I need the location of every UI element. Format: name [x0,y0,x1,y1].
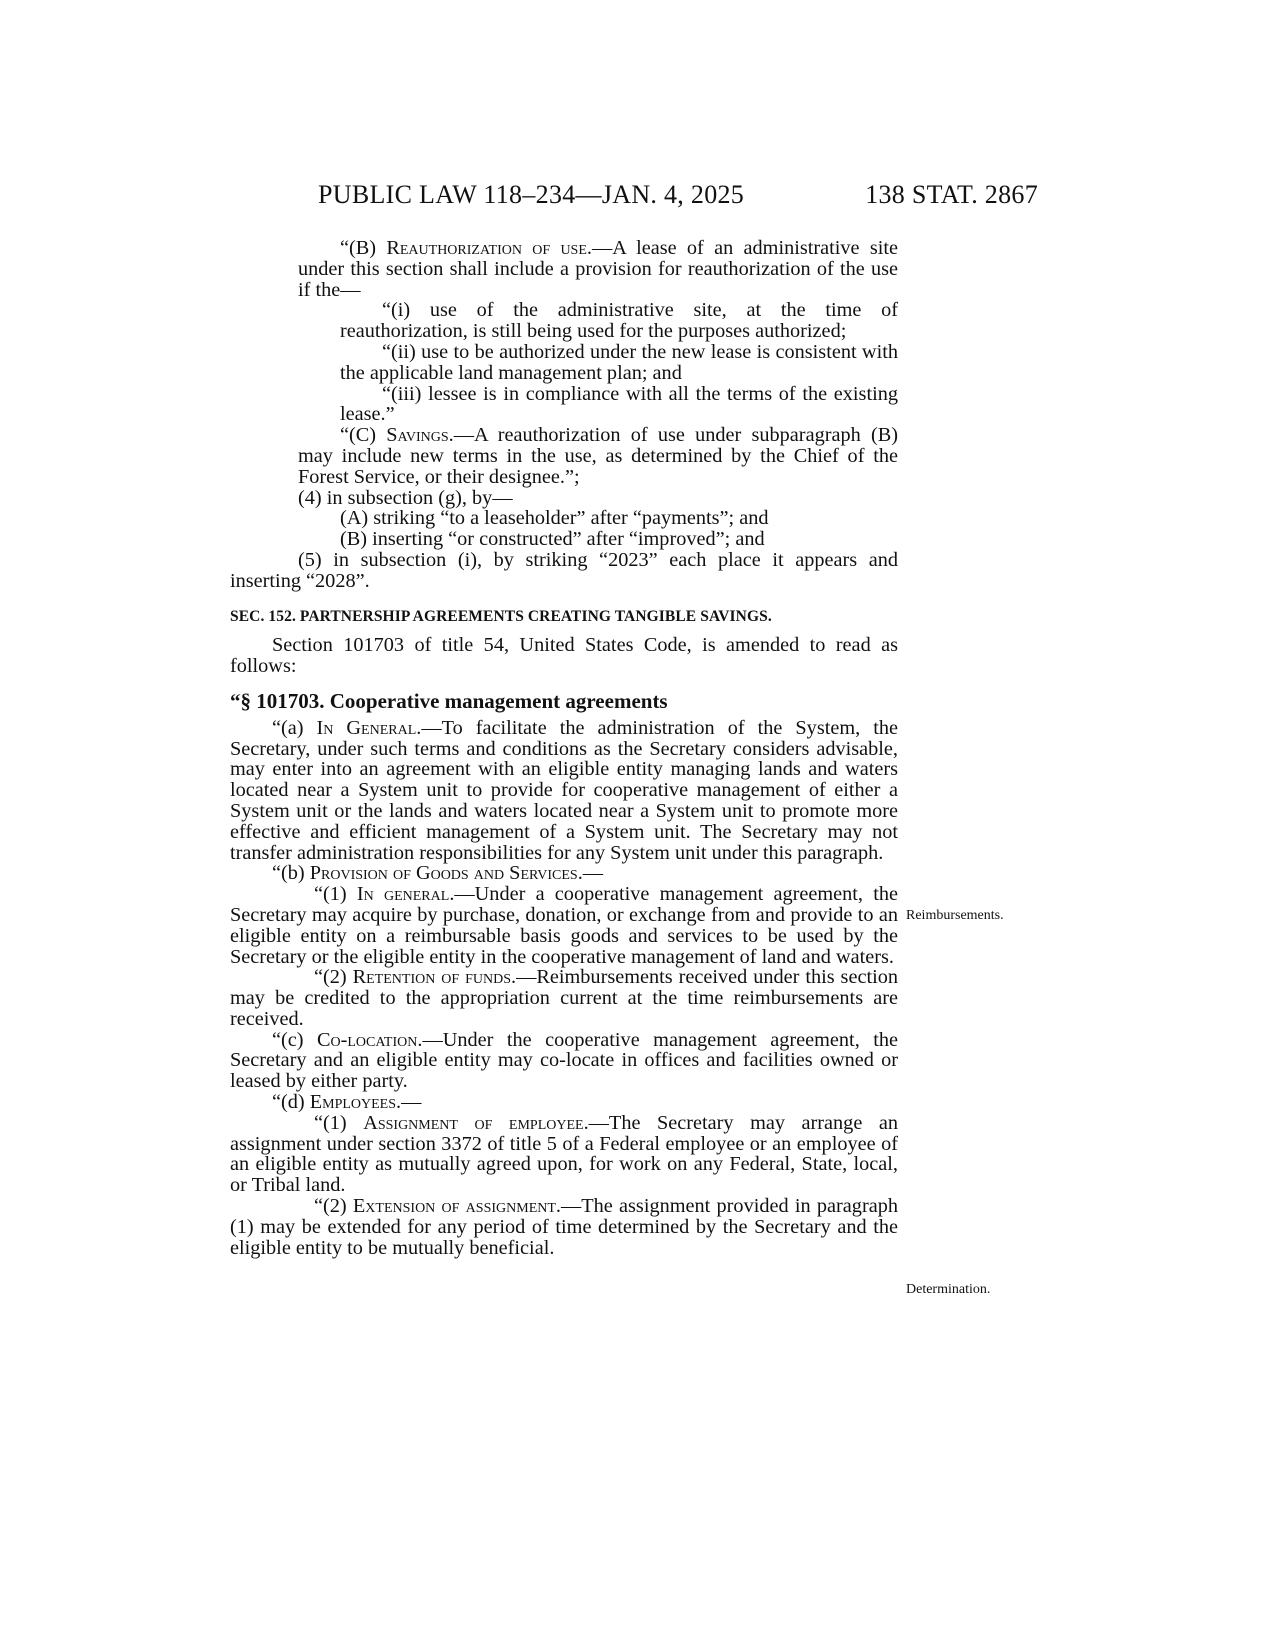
subsection-b-heading: “(b) Provision of Goods and Services.— [272,862,604,885]
section-152-text: Section 101703 of title 54, United States Code, is amended to read as follows: [230,634,898,678]
section-101703-heading: “§ 101703. Cooperative management agreements [230,688,668,713]
section-152-heading: SEC. 152. PARTNERSHIP AGREEMENTS CREATING TANGIBLE SAVINGS. [230,607,772,625]
paragraph-d1: “(1) Assignment of employee.—The Secretary may arrange an assignment under section 3372 of title 5 of a Federal employee or an employee of an eligible entity as mutually agreed upon, for work on any Federal, State, local, or Tribal land. [230,1111,898,1197]
paragraph-b2: “(2) Retention of funds.—Reimbursements received under this section may be credited to the appropriation current at the time reimbursements are received. [230,966,898,1030]
subsection-d-heading: “(d) Employees.— [272,1091,422,1114]
item-4: (4) in subsection (g), by— [298,486,513,509]
item-4a: (A) striking “to a leaseholder” after “payments”; and [340,507,769,530]
paragraph-b1: “(1) In general.—Under a cooperative management agreement, the Secretary may acquire by purchase, donation, or exchange from and provide to an eligible entity on a reimbursable basis goods and services to be used by the Secretary or the eligible entity in the cooperative management of land and waters. [230,883,898,968]
paragraph-d2: “(2) Extension of assignment.—The assignment provided in paragraph (1) may be extended for any period of time determined by the Secretary and the eligible entity to be mutually beneficial. [230,1195,898,1259]
subsection-c: “(c) Co-location.—Under the cooperative management agreement, the Secretary and an eligible entity may co-locate in offices and facilities owned or leased by either party. [230,1028,898,1093]
clause-i: “(i) use of the administrative site, at the time of reauthorization, is still being used for the purposes authorized; [340,299,898,343]
item-5: (5) in subsection (i), by striking “2023” each place it appears and inserting “2028”. [230,548,898,592]
header-stat-page: 138 STAT. 2867 [865,180,1038,209]
clause-iii: “(iii) lessee is in compliance with all the terms of the existing lease.” [340,382,898,426]
document-body [230,238,898,1258]
page-header [318,180,1038,210]
clause-ii: “(ii) use to be authorized under the new lease is consistent with the applicable land management plan; and [340,340,898,384]
paragraph-b-reauthorization: “(B) Reauthorization of use.—A lease of an administrative site under this section shall include a provision for reauthorization of the use if the— [298,237,899,301]
header-public-law: PUBLIC LAW 118–234—JAN. 4, 2025 [318,180,745,209]
item-4b: (B) inserting “or constructed” after “improved”; and [340,528,765,551]
subsection-a: “(a) In General.—To facilitate the administration of the System, the Secretary, under such terms and conditions as the Secretary considers advisable, may enter into an agreement with an eligible entity managing lands and waters located near a System unit to provide for cooperative management of either a System unit or the lands and waters located near a System unit to promote more effective and efficient management of a System unit. The Secretary may not transfer administration responsibilities for any System unit under this paragraph. [230,716,898,864]
margin-note-determination: Determination. [906,1282,991,1297]
paragraph-c-savings: “(C) Savings.—A reauthorization of use under subparagraph (B) may include new terms in the use, as determined by the Chief of the Forest Service, or their designee.”; [298,424,899,488]
margin-note-reimbursements: Reimbursements. [906,908,1004,923]
